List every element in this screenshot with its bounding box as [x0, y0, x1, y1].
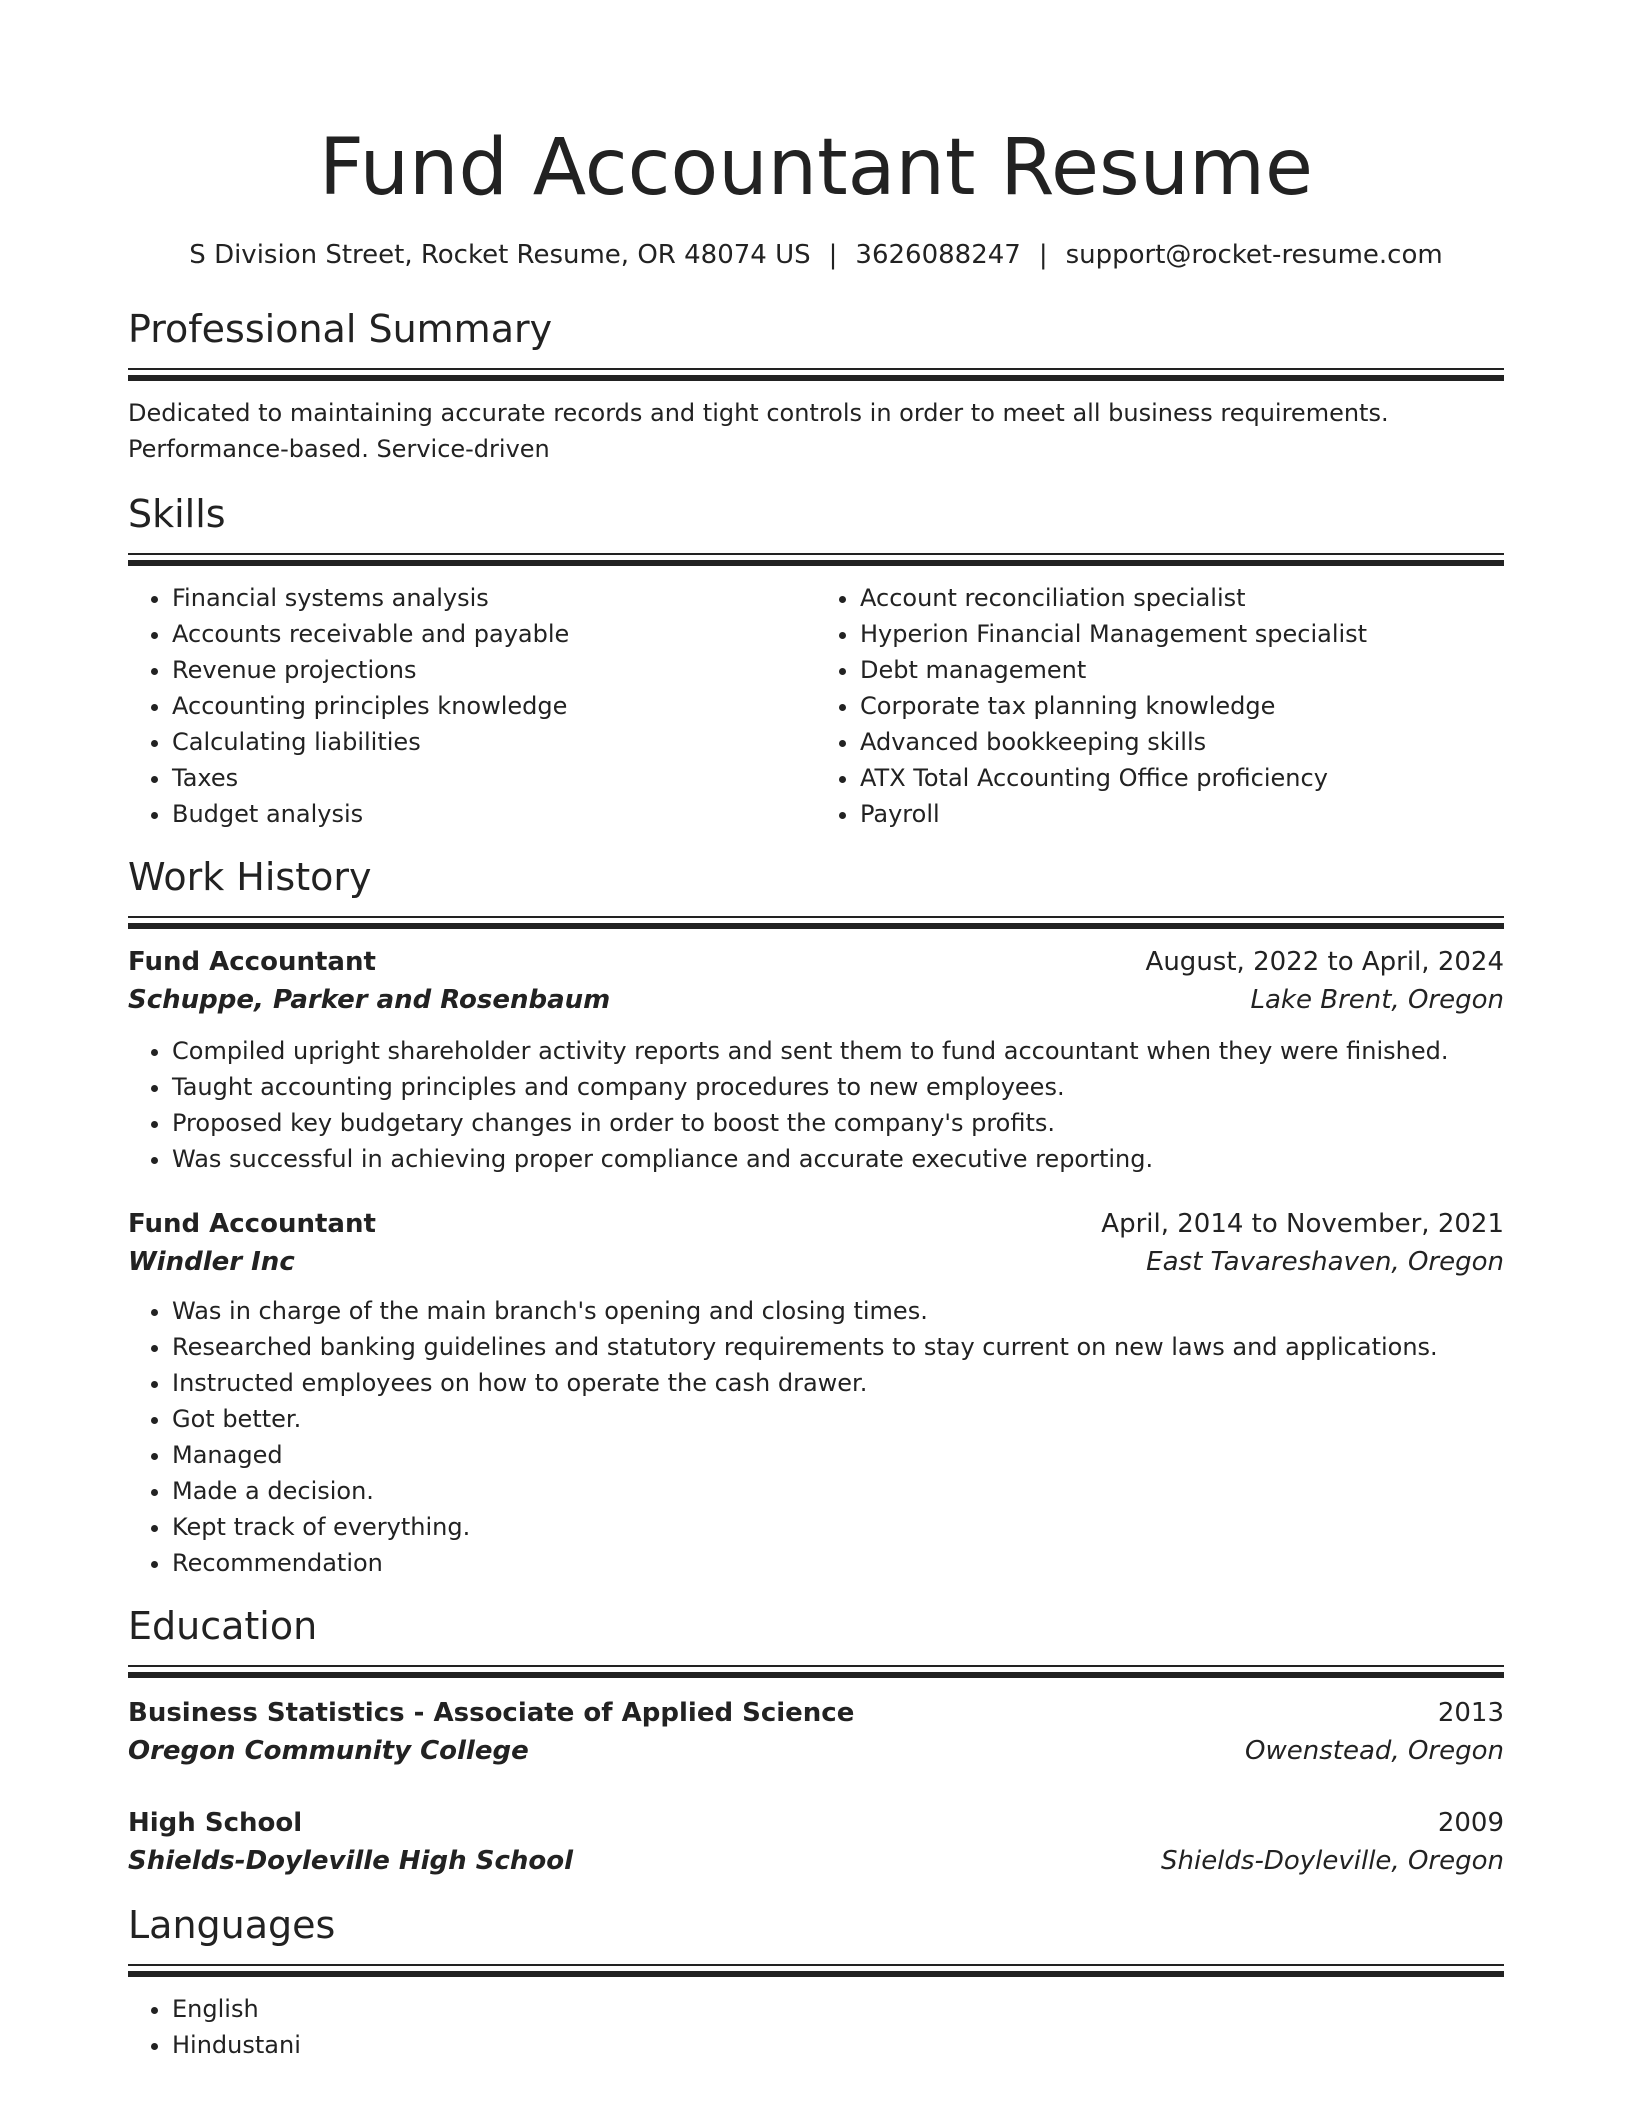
job-header-row	[128, 943, 1504, 981]
skill-item: • Hyperion Financial Management specialist	[860, 616, 1504, 652]
job-bullet: • Kept track of everything.	[172, 1509, 1504, 1545]
job-bullet: • Was in charge of the main branch's opening and closing times.	[172, 1293, 1504, 1329]
language-item: • English	[172, 1991, 1504, 2027]
job-bullet: • Recommendation	[172, 1545, 1504, 1581]
skill-item: • Debt management	[860, 652, 1504, 688]
education-year: 2009	[1437, 1808, 1504, 1838]
job-bullet: • Made a decision.	[172, 1473, 1504, 1509]
education-degree: High School	[128, 1808, 303, 1838]
skill-item: • Corporate tax planning knowledge	[860, 688, 1504, 724]
job-header-row	[128, 1205, 1504, 1243]
work-section	[128, 852, 1504, 1581]
education-school-row	[128, 1842, 1504, 1880]
education-entry	[128, 1694, 1504, 1770]
job-bullet: • Managed	[172, 1437, 1504, 1473]
summary-heading: Professional Summary	[128, 307, 553, 351]
contact-separator: |	[828, 240, 838, 270]
job-entry	[128, 1205, 1504, 1581]
summary-text: Dedicated to maintaining accurate records and tight controls in order to meet all business requirements. Performance-based. Service-driven	[128, 399, 1389, 463]
contact-line	[128, 238, 1504, 272]
resume-title: Fund Accountant Resume	[318, 123, 1314, 213]
skill-item: • Budget analysis	[172, 796, 816, 832]
job-company-row	[128, 981, 1504, 1019]
education-degree-row	[128, 1694, 1504, 1732]
skill-item: • Accounts receivable and payable	[172, 616, 816, 652]
work-heading: Work History	[128, 855, 372, 899]
skills-section	[128, 489, 1504, 832]
contact-address: S Division Street, Rocket Resume, OR 48074 US	[189, 240, 811, 270]
skill-item: • Advanced bookkeeping skills	[860, 724, 1504, 760]
skill-item: • Payroll	[860, 796, 1504, 832]
contact-phone: 3626088247	[855, 240, 1021, 270]
job-bullet: • Proposed key budgetary changes in order to boost the company's profits.	[172, 1105, 1504, 1141]
skill-item: • Taxes	[172, 760, 816, 796]
resume-page	[128, 0, 1504, 2063]
job-location: Lake Brent, Oregon	[1250, 985, 1504, 1015]
job-bullet: • Researched banking guidelines and statutory requirements to stay current on new laws and applications.	[172, 1329, 1504, 1365]
job-bullets	[128, 1033, 1504, 1177]
education-location: Shields-Doyleville, Oregon	[1160, 1846, 1504, 1876]
skills-heading: Skills	[128, 492, 226, 536]
education-heading: Education	[128, 1604, 318, 1648]
skill-item: • Accounting principles knowledge	[172, 688, 816, 724]
skill-item: • ATX Total Accounting Office proficiency	[860, 760, 1504, 796]
skills-columns	[128, 580, 1504, 832]
job-bullet: • Got better.	[172, 1401, 1504, 1437]
section-divider	[128, 1665, 1504, 1678]
job-bullet: • Was successful in achieving proper compliance and accurate executive reporting.	[172, 1141, 1504, 1177]
education-year: 2013	[1437, 1698, 1504, 1728]
languages-list	[128, 1991, 1504, 2063]
contact-separator: |	[1038, 240, 1048, 270]
section-divider	[128, 916, 1504, 929]
languages-section	[128, 1900, 1504, 2063]
section-divider	[128, 1964, 1504, 1977]
job-bullet: • Compiled upright shareholder activity reports and sent them to fund accountant when they were finished.	[172, 1033, 1504, 1069]
skills-left-list	[128, 580, 816, 832]
education-entry	[128, 1804, 1504, 1880]
education-school-row	[128, 1732, 1504, 1770]
section-divider	[128, 368, 1504, 381]
job-location: East Tavareshaven, Oregon	[1146, 1247, 1504, 1277]
education-degree-row	[128, 1804, 1504, 1842]
education-section	[128, 1601, 1504, 1880]
job-dates: August, 2022 to April, 2024	[1145, 947, 1504, 977]
education-location: Owenstead, Oregon	[1245, 1736, 1504, 1766]
education-school: Shields-Doyleville High School	[128, 1846, 574, 1876]
job-dates: April, 2014 to November, 2021	[1101, 1209, 1504, 1239]
skill-item: • Calculating liabilities	[172, 724, 816, 760]
job-bullets	[128, 1293, 1504, 1581]
skill-item: • Financial systems analysis	[172, 580, 816, 616]
job-title: Fund Accountant	[128, 947, 376, 977]
contact-email[interactable]: support@rocket-resume.com	[1065, 240, 1443, 270]
job-company: Windler Inc	[128, 1247, 295, 1277]
skill-item: • Revenue projections	[172, 652, 816, 688]
education-degree: Business Statistics - Associate of Applied Science	[128, 1698, 855, 1728]
job-company: Schuppe, Parker and Rosenbaum	[128, 985, 611, 1015]
job-entry	[128, 943, 1504, 1177]
skill-item: • Account reconciliation specialist	[860, 580, 1504, 616]
job-title: Fund Accountant	[128, 1209, 376, 1239]
job-bullet: • Taught accounting principles and company procedures to new employees.	[172, 1069, 1504, 1105]
job-company-row	[128, 1243, 1504, 1281]
languages-heading: Languages	[128, 1903, 336, 1947]
job-bullet: • Instructed employees on how to operate the cash drawer.	[172, 1365, 1504, 1401]
section-divider	[128, 553, 1504, 566]
language-item: • Hindustani	[172, 2027, 1504, 2063]
education-school: Oregon Community College	[128, 1736, 529, 1766]
summary-section	[128, 304, 1504, 467]
skills-right-list	[816, 580, 1504, 832]
